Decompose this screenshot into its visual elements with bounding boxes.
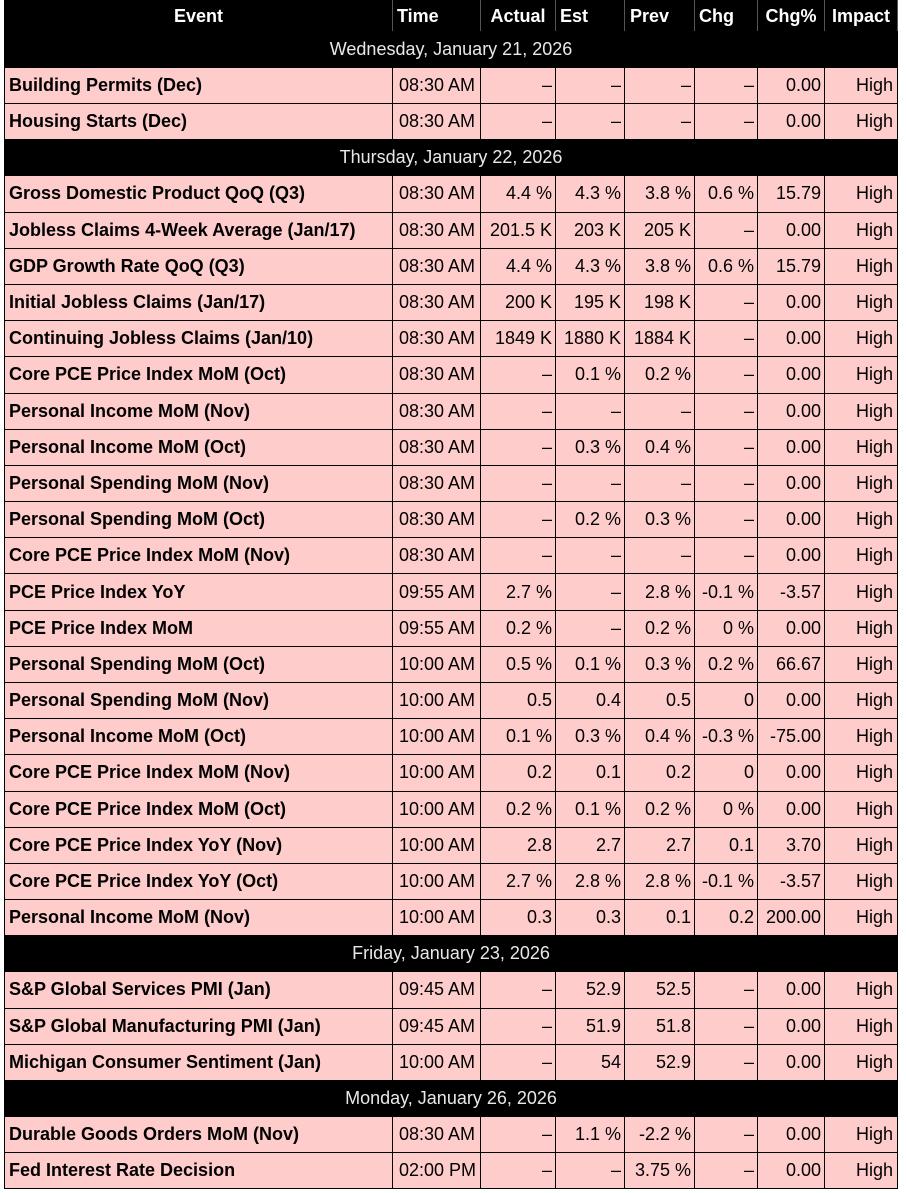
table-row[interactable]	[5, 68, 898, 104]
change-percent-cell: 0.00	[758, 68, 825, 104]
table-row[interactable]	[5, 574, 898, 610]
change-value-cell: –	[695, 465, 758, 501]
event-name-cell[interactable]: Core PCE Price Index MoM (Nov)	[5, 755, 393, 791]
estimate-value-cell: 0.4	[556, 683, 625, 719]
impact-cell: High	[825, 683, 898, 719]
estimate-value-cell: 54	[556, 1044, 625, 1080]
event-time-cell: 08:30 AM	[393, 538, 481, 574]
estimate-value-cell: –	[556, 538, 625, 574]
previous-value-cell: -2.2 %	[625, 1116, 695, 1152]
previous-value-cell: 0.5	[625, 683, 695, 719]
impact-cell: High	[825, 248, 898, 284]
change-value-cell: 0 %	[695, 791, 758, 827]
event-time-cell: 08:30 AM	[393, 68, 481, 104]
impact-cell: High	[825, 646, 898, 682]
previous-value-cell: 205 K	[625, 212, 695, 248]
actual-value-cell: 2.8	[481, 827, 556, 863]
estimate-value-cell: 0.3 %	[556, 719, 625, 755]
change-percent-cell: 0.00	[758, 284, 825, 320]
previous-value-cell: –	[625, 538, 695, 574]
event-name-cell[interactable]: Core PCE Price Index MoM (Nov)	[5, 538, 393, 574]
actual-value-cell: 0.1 %	[481, 719, 556, 755]
impact-cell: High	[825, 1044, 898, 1080]
estimate-value-cell: 0.3	[556, 900, 625, 936]
table-row[interactable]	[5, 538, 898, 574]
change-value-cell: –	[695, 1153, 758, 1189]
actual-value-cell: –	[481, 357, 556, 393]
change-value-cell: -0.1 %	[695, 863, 758, 899]
estimate-value-cell: 52.9	[556, 972, 625, 1008]
change-value-cell: 0	[695, 683, 758, 719]
event-time-cell: 10:00 AM	[393, 900, 481, 936]
table-body	[5, 32, 898, 1189]
impact-cell: High	[825, 610, 898, 646]
event-time-cell: 10:00 AM	[393, 719, 481, 755]
actual-value-cell: 0.2 %	[481, 791, 556, 827]
change-percent-cell: 0.00	[758, 1153, 825, 1189]
header-est[interactable]: Est	[556, 1, 625, 32]
impact-cell: High	[825, 972, 898, 1008]
table-row[interactable]	[5, 176, 898, 212]
impact-cell: High	[825, 1116, 898, 1152]
change-percent-cell: 200.00	[758, 900, 825, 936]
table-row[interactable]	[5, 900, 898, 936]
change-value-cell: –	[695, 1116, 758, 1152]
event-name-cell[interactable]: Housing Starts (Dec)	[5, 104, 393, 140]
impact-cell: High	[825, 393, 898, 429]
table-row[interactable]	[5, 972, 898, 1008]
impact-cell: High	[825, 827, 898, 863]
table-row[interactable]	[5, 1044, 898, 1080]
change-value-cell: –	[695, 429, 758, 465]
date-group-row	[5, 32, 898, 68]
table-row[interactable]	[5, 357, 898, 393]
header-chg-percent[interactable]: Chg%	[758, 1, 825, 32]
change-percent-cell: 66.67	[758, 646, 825, 682]
event-time-cell: 08:30 AM	[393, 212, 481, 248]
table-row[interactable]	[5, 863, 898, 899]
change-percent-cell: 0.00	[758, 465, 825, 501]
event-time-cell: 10:00 AM	[393, 1044, 481, 1080]
actual-value-cell: –	[481, 393, 556, 429]
event-name-cell[interactable]: Personal Spending MoM (Oct)	[5, 502, 393, 538]
date-group-label: Thursday, January 22, 2026	[5, 140, 898, 176]
previous-value-cell: 3.8 %	[625, 248, 695, 284]
event-name-cell[interactable]: Personal Income MoM (Oct)	[5, 429, 393, 465]
previous-value-cell: 0.2 %	[625, 357, 695, 393]
table-row[interactable]	[5, 683, 898, 719]
table-row[interactable]	[5, 646, 898, 682]
previous-value-cell: 3.75 %	[625, 1153, 695, 1189]
table-header	[5, 1, 898, 32]
previous-value-cell: 0.2 %	[625, 610, 695, 646]
impact-cell: High	[825, 863, 898, 899]
change-value-cell: –	[695, 1044, 758, 1080]
change-percent-cell: 0.00	[758, 357, 825, 393]
event-name-cell[interactable]: Personal Spending MoM (Nov)	[5, 683, 393, 719]
event-name-cell[interactable]: S&P Global Services PMI (Jan)	[5, 972, 393, 1008]
change-value-cell: 0.2	[695, 900, 758, 936]
table-row[interactable]	[5, 827, 898, 863]
event-name-cell[interactable]: S&P Global Manufacturing PMI (Jan)	[5, 1008, 393, 1044]
actual-value-cell: 2.7 %	[481, 863, 556, 899]
event-name-cell[interactable]: Durable Goods Orders MoM (Nov)	[5, 1116, 393, 1152]
event-time-cell: 08:30 AM	[393, 393, 481, 429]
change-percent-cell: 0.00	[758, 502, 825, 538]
change-percent-cell: 0.00	[758, 393, 825, 429]
previous-value-cell: 2.8 %	[625, 574, 695, 610]
actual-value-cell: 2.7 %	[481, 574, 556, 610]
change-percent-cell: 15.79	[758, 248, 825, 284]
event-time-cell: 09:45 AM	[393, 1008, 481, 1044]
previous-value-cell: –	[625, 393, 695, 429]
actual-value-cell: –	[481, 465, 556, 501]
event-time-cell: 08:30 AM	[393, 248, 481, 284]
change-value-cell: –	[695, 393, 758, 429]
previous-value-cell: 0.1	[625, 900, 695, 936]
change-percent-cell: -3.57	[758, 863, 825, 899]
estimate-value-cell: 2.7	[556, 827, 625, 863]
estimate-value-cell: 0.3 %	[556, 429, 625, 465]
event-name-cell[interactable]: PCE Price Index YoY	[5, 574, 393, 610]
event-time-cell: 09:55 AM	[393, 574, 481, 610]
change-value-cell: -0.3 %	[695, 719, 758, 755]
actual-value-cell: –	[481, 1153, 556, 1189]
previous-value-cell: 2.8 %	[625, 863, 695, 899]
change-value-cell: –	[695, 68, 758, 104]
event-time-cell: 10:00 AM	[393, 683, 481, 719]
impact-cell: High	[825, 176, 898, 212]
estimate-value-cell: 4.3 %	[556, 176, 625, 212]
actual-value-cell: 0.5 %	[481, 646, 556, 682]
event-time-cell: 08:30 AM	[393, 176, 481, 212]
estimate-value-cell: 0.1 %	[556, 646, 625, 682]
impact-cell: High	[825, 284, 898, 320]
change-percent-cell: 0.00	[758, 1116, 825, 1152]
change-value-cell: 0.6 %	[695, 176, 758, 212]
previous-value-cell: 0.2	[625, 755, 695, 791]
table-row[interactable]	[5, 791, 898, 827]
table-row[interactable]	[5, 1116, 898, 1152]
previous-value-cell: 0.3 %	[625, 646, 695, 682]
event-name-cell[interactable]: Personal Income MoM (Oct)	[5, 719, 393, 755]
change-percent-cell: 0.00	[758, 1044, 825, 1080]
table-row[interactable]	[5, 212, 898, 248]
change-value-cell: –	[695, 972, 758, 1008]
header-row	[5, 1, 898, 32]
change-value-cell: -0.1 %	[695, 574, 758, 610]
impact-cell: High	[825, 212, 898, 248]
table-row[interactable]	[5, 393, 898, 429]
estimate-value-cell: 1880 K	[556, 321, 625, 357]
change-percent-cell: -3.57	[758, 574, 825, 610]
event-name-cell[interactable]: Core PCE Price Index MoM (Oct)	[5, 791, 393, 827]
estimate-value-cell: –	[556, 68, 625, 104]
change-value-cell: –	[695, 357, 758, 393]
impact-cell: High	[825, 755, 898, 791]
change-value-cell: 0.6 %	[695, 248, 758, 284]
impact-cell: High	[825, 900, 898, 936]
change-percent-cell: 0.00	[758, 321, 825, 357]
change-value-cell: –	[695, 538, 758, 574]
impact-cell: High	[825, 502, 898, 538]
date-group-row	[5, 140, 898, 176]
event-name-cell[interactable]: Personal Spending MoM (Nov)	[5, 465, 393, 501]
change-percent-cell: 0.00	[758, 791, 825, 827]
previous-value-cell: 1884 K	[625, 321, 695, 357]
event-name-cell[interactable]: Gross Domestic Product QoQ (Q3)	[5, 176, 393, 212]
estimate-value-cell: –	[556, 610, 625, 646]
previous-value-cell: –	[625, 68, 695, 104]
change-percent-cell: 0.00	[758, 972, 825, 1008]
actual-value-cell: –	[481, 104, 556, 140]
table-row[interactable]	[5, 104, 898, 140]
actual-value-cell: 0.3	[481, 900, 556, 936]
estimate-value-cell: 1.1 %	[556, 1116, 625, 1152]
change-percent-cell: 0.00	[758, 104, 825, 140]
event-time-cell: 08:30 AM	[393, 1116, 481, 1152]
table-row[interactable]	[5, 610, 898, 646]
previous-value-cell: 2.7	[625, 827, 695, 863]
change-value-cell: 0	[695, 755, 758, 791]
actual-value-cell: –	[481, 1044, 556, 1080]
estimate-value-cell: 0.1 %	[556, 357, 625, 393]
previous-value-cell: –	[625, 465, 695, 501]
change-value-cell: –	[695, 1008, 758, 1044]
change-percent-cell: 0.00	[758, 429, 825, 465]
event-time-cell: 09:45 AM	[393, 972, 481, 1008]
change-value-cell: –	[695, 104, 758, 140]
change-value-cell: 0 %	[695, 610, 758, 646]
change-value-cell: –	[695, 284, 758, 320]
impact-cell: High	[825, 791, 898, 827]
change-value-cell: –	[695, 212, 758, 248]
event-time-cell: 08:30 AM	[393, 502, 481, 538]
date-group-row	[5, 936, 898, 972]
event-time-cell: 08:30 AM	[393, 465, 481, 501]
actual-value-cell: –	[481, 972, 556, 1008]
header-prev[interactable]: Prev	[625, 1, 695, 32]
impact-cell: High	[825, 429, 898, 465]
change-percent-cell: 0.00	[758, 1008, 825, 1044]
change-percent-cell: 0.00	[758, 538, 825, 574]
change-percent-cell: 0.00	[758, 683, 825, 719]
estimate-value-cell: –	[556, 1153, 625, 1189]
actual-value-cell: 0.2	[481, 755, 556, 791]
estimate-value-cell: –	[556, 393, 625, 429]
previous-value-cell: 52.9	[625, 1044, 695, 1080]
estimate-value-cell: 195 K	[556, 284, 625, 320]
previous-value-cell: 0.4 %	[625, 429, 695, 465]
event-name-cell[interactable]: PCE Price Index MoM	[5, 610, 393, 646]
table-row[interactable]	[5, 719, 898, 755]
event-time-cell: 10:00 AM	[393, 863, 481, 899]
event-name-cell[interactable]: Building Permits (Dec)	[5, 68, 393, 104]
table-row[interactable]	[5, 284, 898, 320]
economic-calendar-table	[4, 0, 898, 1189]
change-value-cell: –	[695, 502, 758, 538]
event-name-cell[interactable]: Core PCE Price Index YoY (Oct)	[5, 863, 393, 899]
impact-cell: High	[825, 68, 898, 104]
table-row[interactable]	[5, 248, 898, 284]
previous-value-cell: 0.2 %	[625, 791, 695, 827]
impact-cell: High	[825, 1008, 898, 1044]
impact-cell: High	[825, 574, 898, 610]
event-time-cell: 10:00 AM	[393, 755, 481, 791]
event-time-cell: 09:55 AM	[393, 610, 481, 646]
estimate-value-cell: 0.1 %	[556, 791, 625, 827]
header-time[interactable]: Time	[393, 1, 481, 32]
table-row[interactable]	[5, 502, 898, 538]
estimate-value-cell: 0.1	[556, 755, 625, 791]
event-name-cell[interactable]: Core PCE Price Index YoY (Nov)	[5, 827, 393, 863]
header-event[interactable]: Event	[5, 1, 393, 32]
header-actual[interactable]: Actual	[481, 1, 556, 32]
impact-cell: High	[825, 357, 898, 393]
event-name-cell[interactable]: Michigan Consumer Sentiment (Jan)	[5, 1044, 393, 1080]
actual-value-cell: 4.4 %	[481, 248, 556, 284]
change-percent-cell: 0.00	[758, 755, 825, 791]
event-time-cell: 08:30 AM	[393, 284, 481, 320]
actual-value-cell: 0.2 %	[481, 610, 556, 646]
event-name-cell[interactable]: Personal Spending MoM (Oct)	[5, 646, 393, 682]
event-time-cell: 08:30 AM	[393, 104, 481, 140]
estimate-value-cell: 51.9	[556, 1008, 625, 1044]
event-name-cell[interactable]: Personal Income MoM (Nov)	[5, 900, 393, 936]
event-time-cell: 10:00 AM	[393, 827, 481, 863]
event-name-cell[interactable]: Continuing Jobless Claims (Jan/10)	[5, 321, 393, 357]
event-name-cell[interactable]: Personal Income MoM (Nov)	[5, 393, 393, 429]
previous-value-cell: 0.3 %	[625, 502, 695, 538]
previous-value-cell: 52.5	[625, 972, 695, 1008]
change-percent-cell: 3.70	[758, 827, 825, 863]
previous-value-cell: 51.8	[625, 1008, 695, 1044]
actual-value-cell: –	[481, 1116, 556, 1152]
event-name-cell[interactable]: Core PCE Price Index MoM (Oct)	[5, 357, 393, 393]
date-group-row	[5, 1080, 898, 1116]
change-percent-cell: 0.00	[758, 610, 825, 646]
impact-cell: High	[825, 1153, 898, 1189]
actual-value-cell: –	[481, 68, 556, 104]
impact-cell: High	[825, 321, 898, 357]
actual-value-cell: 4.4 %	[481, 176, 556, 212]
table-row[interactable]	[5, 1153, 898, 1189]
previous-value-cell: –	[625, 104, 695, 140]
previous-value-cell: 3.8 %	[625, 176, 695, 212]
header-impact[interactable]: Impact	[825, 1, 898, 32]
change-percent-cell: -75.00	[758, 719, 825, 755]
event-time-cell: 02:00 PM	[393, 1153, 481, 1189]
event-time-cell: 08:30 AM	[393, 357, 481, 393]
event-time-cell: 08:30 AM	[393, 429, 481, 465]
estimate-value-cell: 2.8 %	[556, 863, 625, 899]
change-percent-cell: 0.00	[758, 212, 825, 248]
estimate-value-cell: 0.2 %	[556, 502, 625, 538]
change-percent-cell: 15.79	[758, 176, 825, 212]
change-value-cell: 0.1	[695, 827, 758, 863]
actual-value-cell: –	[481, 538, 556, 574]
impact-cell: High	[825, 719, 898, 755]
actual-value-cell: –	[481, 502, 556, 538]
previous-value-cell: 0.4 %	[625, 719, 695, 755]
date-group-label: Monday, January 26, 2026	[5, 1080, 898, 1116]
actual-value-cell: 1849 K	[481, 321, 556, 357]
actual-value-cell: –	[481, 1008, 556, 1044]
table-row[interactable]	[5, 1008, 898, 1044]
event-time-cell: 10:00 AM	[393, 646, 481, 682]
event-time-cell: 10:00 AM	[393, 791, 481, 827]
impact-cell: High	[825, 465, 898, 501]
estimate-value-cell: –	[556, 104, 625, 140]
table-row[interactable]	[5, 429, 898, 465]
actual-value-cell: –	[481, 429, 556, 465]
date-group-label: Friday, January 23, 2026	[5, 936, 898, 972]
event-time-cell: 08:30 AM	[393, 321, 481, 357]
event-name-cell[interactable]: Initial Jobless Claims (Jan/17)	[5, 284, 393, 320]
table-row[interactable]	[5, 755, 898, 791]
header-chg[interactable]: Chg	[695, 1, 758, 32]
table-row[interactable]	[5, 321, 898, 357]
estimate-value-cell: 203 K	[556, 212, 625, 248]
event-name-cell[interactable]: GDP Growth Rate QoQ (Q3)	[5, 248, 393, 284]
event-name-cell[interactable]: Jobless Claims 4-Week Average (Jan/17)	[5, 212, 393, 248]
actual-value-cell: 201.5 K	[481, 212, 556, 248]
estimate-value-cell: –	[556, 574, 625, 610]
estimate-value-cell: 4.3 %	[556, 248, 625, 284]
date-group-label: Wednesday, January 21, 2026	[5, 32, 898, 68]
previous-value-cell: 198 K	[625, 284, 695, 320]
estimate-value-cell: –	[556, 465, 625, 501]
event-name-cell[interactable]: Fed Interest Rate Decision	[5, 1153, 393, 1189]
table-row[interactable]	[5, 465, 898, 501]
change-value-cell: –	[695, 321, 758, 357]
actual-value-cell: 200 K	[481, 284, 556, 320]
change-value-cell: 0.2 %	[695, 646, 758, 682]
impact-cell: High	[825, 538, 898, 574]
actual-value-cell: 0.5	[481, 683, 556, 719]
impact-cell: High	[825, 104, 898, 140]
